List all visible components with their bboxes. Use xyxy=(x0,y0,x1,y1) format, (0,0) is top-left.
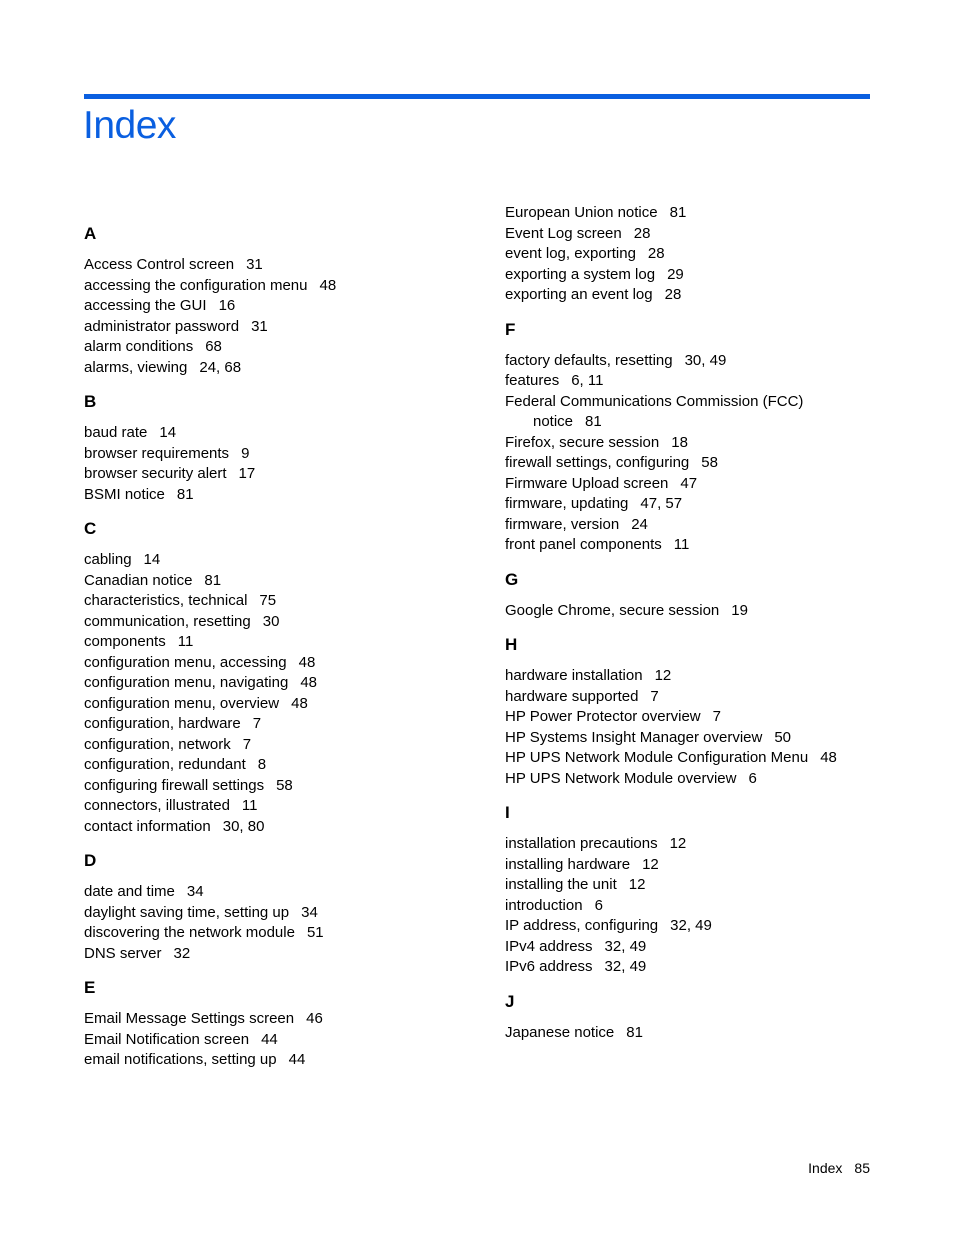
index-entry xyxy=(505,433,885,454)
index-section-g xyxy=(505,570,885,622)
index-term: contact information xyxy=(84,817,211,835)
index-entry xyxy=(84,444,474,465)
index-page-refs: 48 xyxy=(319,276,337,294)
index-entry xyxy=(84,735,474,756)
index-term: introduction xyxy=(505,896,583,914)
index-entry xyxy=(505,707,885,728)
footer-page-number: 85 xyxy=(854,1160,870,1176)
index-entry xyxy=(84,694,474,715)
index-section-h xyxy=(505,635,885,789)
index-page-refs: 48 xyxy=(820,749,837,766)
index-term: connectors, illustrated xyxy=(84,797,230,814)
index-page-refs: 11 xyxy=(241,797,258,814)
index-entry xyxy=(84,882,474,903)
index-entry xyxy=(505,855,885,876)
index-page-refs: 34 xyxy=(301,903,318,921)
index-term: discovering the network module xyxy=(84,924,295,941)
index-term: installing the unit xyxy=(505,876,617,893)
section-letter: F xyxy=(505,319,516,339)
index-page-refs: 6, 11 xyxy=(571,372,604,389)
index-entries-list xyxy=(84,255,474,378)
index-term: daylight saving time, setting up xyxy=(84,903,290,921)
index-page-refs: 7 xyxy=(712,708,721,725)
section-letter: C xyxy=(84,519,97,538)
index-term: browser requirements xyxy=(84,444,230,462)
index-term: Email Message Settings screen xyxy=(84,1010,295,1027)
index-entry xyxy=(84,653,474,674)
index-term: installing hardware xyxy=(505,855,631,873)
index-term: configuring firewall settings xyxy=(84,776,265,794)
index-term: factory defaults, resetting xyxy=(505,351,673,369)
index-page-refs: 48 xyxy=(291,694,308,712)
index-entry xyxy=(505,896,885,917)
index-entry xyxy=(84,1009,474,1030)
index-term: accessing the GUI xyxy=(84,297,207,314)
index-term: communication, resetting xyxy=(84,612,251,630)
section-letter: J xyxy=(505,991,515,1011)
index-section-j xyxy=(505,992,885,1044)
index-term: BSMI notice xyxy=(84,485,165,503)
index-page-refs: 48 xyxy=(300,674,317,691)
index-term: IPv6 address xyxy=(505,958,593,975)
index-page-refs: 9 xyxy=(241,444,250,462)
index-page-refs: 32, 49 xyxy=(670,917,712,934)
index-term: HP Power Protector overview xyxy=(505,708,701,725)
index-term: configuration menu, accessing xyxy=(84,653,287,671)
index-term: browser security alert xyxy=(84,465,227,482)
index-entry xyxy=(84,276,474,297)
index-page-refs: 28 xyxy=(633,224,651,242)
index-term: configuration, hardware xyxy=(84,715,241,732)
index-page-refs: 68 xyxy=(205,338,222,355)
index-page-refs: 16 xyxy=(218,297,236,314)
index-page-refs: 58 xyxy=(701,454,718,471)
index-page-refs: 51 xyxy=(306,924,324,941)
index-term: date and time xyxy=(84,883,175,900)
index-entry xyxy=(505,453,885,474)
index-entry xyxy=(84,485,474,506)
index-column-left xyxy=(84,203,474,1085)
index-term: Event Log screen xyxy=(505,224,622,242)
index-page-refs: 81 xyxy=(626,1023,643,1041)
index-entry xyxy=(505,728,885,749)
index-entry xyxy=(505,748,885,769)
index-page-refs: 12 xyxy=(669,835,687,852)
index-entry xyxy=(505,351,885,372)
index-term: HP UPS Network Module Configuration Menu xyxy=(505,749,809,766)
index-section-f xyxy=(505,320,885,556)
index-entries-list xyxy=(84,882,474,964)
index-entry xyxy=(505,285,885,306)
index-entry xyxy=(505,1023,885,1044)
index-page-refs: 32 xyxy=(173,944,191,962)
index-section-e xyxy=(84,978,474,1071)
index-page-refs: 31 xyxy=(251,317,268,335)
index-entry xyxy=(84,632,474,653)
index-page-refs: 58 xyxy=(276,776,293,794)
index-section-i xyxy=(505,803,885,978)
index-entry xyxy=(505,666,885,687)
index-entry xyxy=(505,769,885,790)
index-entry xyxy=(505,203,885,224)
index-term: hardware installation xyxy=(505,667,643,684)
index-entries-list xyxy=(505,834,885,978)
index-entry xyxy=(505,515,885,536)
index-entries-list xyxy=(84,423,474,505)
index-page-refs: 11 xyxy=(177,633,194,650)
index-page-refs: 30, 49 xyxy=(684,351,727,369)
index-page-refs: 8 xyxy=(257,756,267,773)
index-entry xyxy=(505,601,885,622)
index-page-refs: 24, 68 xyxy=(199,358,242,376)
index-entry xyxy=(84,755,474,776)
index-entry xyxy=(84,903,474,924)
index-entries-list xyxy=(505,1023,885,1044)
index-term: Firefox, secure session xyxy=(505,433,660,451)
index-term-continuation xyxy=(505,412,885,433)
index-term: firewall settings, configuring xyxy=(505,454,690,471)
index-entry xyxy=(505,265,885,286)
section-letter: E xyxy=(84,978,96,997)
index-term: configuration, redundant xyxy=(84,756,246,773)
index-entry xyxy=(84,317,474,338)
index-term: cabling xyxy=(84,551,132,568)
index-term: configuration, network xyxy=(84,735,231,753)
index-entry xyxy=(505,535,885,556)
index-page-refs: 81 xyxy=(176,485,194,503)
continued-entries-list xyxy=(505,203,885,306)
index-term: email notifications, setting up xyxy=(84,1051,277,1068)
index-entry xyxy=(505,244,885,265)
index-term: exporting an event log xyxy=(505,286,653,303)
index-section-d xyxy=(84,851,474,964)
index-entry xyxy=(84,255,474,276)
index-page-refs: 34 xyxy=(186,883,204,900)
index-term: Access Control screen xyxy=(84,256,235,273)
index-page-refs: 12 xyxy=(642,855,659,873)
index-term: Japanese notice xyxy=(505,1023,615,1041)
index-entry xyxy=(505,474,885,495)
index-term: configuration menu, overview xyxy=(84,694,280,712)
index-term: Canadian notice xyxy=(84,571,193,589)
section-letter: D xyxy=(84,851,97,870)
index-entry xyxy=(84,1050,474,1071)
index-page-refs: 47, 57 xyxy=(640,495,683,512)
index-entry xyxy=(84,571,474,592)
index-term: IP address, configuring xyxy=(505,917,659,934)
index-page-refs: 14 xyxy=(143,551,161,568)
section-letter: G xyxy=(505,569,519,589)
index-page-refs: 32, 49 xyxy=(604,937,647,955)
section-letter: B xyxy=(84,392,97,411)
index-entry xyxy=(505,834,885,855)
index-entry xyxy=(84,464,474,485)
index-page-refs: 31 xyxy=(246,256,263,273)
index-term: DNS server xyxy=(84,944,162,962)
index-term: Email Notification screen xyxy=(84,1030,250,1048)
index-term-continued: notice xyxy=(533,413,574,430)
index-entry xyxy=(505,957,885,978)
index-page-refs: 46 xyxy=(306,1010,323,1027)
index-term: alarm conditions xyxy=(84,338,194,355)
index-term: Firmware Upload screen xyxy=(505,474,669,492)
section-letter: A xyxy=(84,224,97,243)
index-entry xyxy=(505,494,885,515)
index-page-refs: 81 xyxy=(585,413,602,430)
index-page-refs: 50 xyxy=(774,728,792,746)
index-term: components xyxy=(84,633,166,650)
index-term: hardware supported xyxy=(505,687,639,705)
index-term: installation precautions xyxy=(505,835,658,852)
index-term: IPv4 address xyxy=(505,937,593,955)
index-entry xyxy=(84,612,474,633)
index-term: firmware, version xyxy=(505,515,620,533)
index-term: baud rate xyxy=(84,424,148,441)
index-term: firmware, updating xyxy=(505,495,629,512)
index-page-refs: 29 xyxy=(667,265,684,283)
index-entry xyxy=(84,423,474,444)
index-entry xyxy=(505,875,885,896)
index-page-refs: 75 xyxy=(259,592,277,609)
index-entry xyxy=(84,1030,474,1051)
index-entry xyxy=(84,817,474,838)
index-term: alarms, viewing xyxy=(84,358,188,376)
index-term: HP Systems Insight Manager overview xyxy=(505,728,763,746)
section-letter: H xyxy=(505,635,518,654)
index-term: features xyxy=(505,372,560,389)
index-entry xyxy=(84,296,474,317)
section-letter: I xyxy=(505,803,510,822)
index-entry xyxy=(505,392,885,433)
index-entry xyxy=(505,371,885,392)
index-entry xyxy=(505,916,885,937)
index-page-refs: 17 xyxy=(238,465,256,482)
index-page-refs: 6 xyxy=(594,896,603,914)
index-section-b xyxy=(84,392,474,505)
index-term: administrator password xyxy=(84,317,240,335)
index-entry xyxy=(84,714,474,735)
index-term: accessing the configuration menu xyxy=(84,276,308,294)
index-section-a xyxy=(84,224,474,378)
index-term: HP UPS Network Module overview xyxy=(505,769,737,787)
index-page-refs: 18 xyxy=(671,433,688,451)
index-entry xyxy=(505,224,885,245)
index-page-refs: 7 xyxy=(650,687,659,705)
index-term: exporting a system log xyxy=(505,265,656,283)
index-page-refs: 7 xyxy=(242,735,252,753)
index-term: characteristics, technical xyxy=(84,592,248,609)
index-page-refs: 81 xyxy=(669,204,687,221)
index-entry xyxy=(84,796,474,817)
title-rule xyxy=(84,94,870,99)
index-page-refs: 30 xyxy=(262,612,280,630)
page-title: Index xyxy=(83,104,176,147)
index-term: event log, exporting xyxy=(505,245,636,262)
index-page-refs: 44 xyxy=(288,1051,306,1068)
index-page-refs: 7 xyxy=(252,715,262,732)
footer-section-label: Index xyxy=(808,1160,843,1176)
index-term: Federal Communications Commission (FCC) xyxy=(505,392,804,410)
index-term: European Union notice xyxy=(505,204,658,221)
index-entry xyxy=(84,944,474,965)
index-entry xyxy=(84,673,474,694)
index-entry xyxy=(84,337,474,358)
index-entries-list xyxy=(505,601,885,622)
index-section-c xyxy=(84,519,474,837)
index-page-refs: 28 xyxy=(647,245,665,262)
index-page-refs: 81 xyxy=(204,571,222,589)
index-page-refs: 12 xyxy=(628,876,646,893)
index-entry xyxy=(505,937,885,958)
index-entries-list xyxy=(505,351,885,556)
index-entry xyxy=(84,923,474,944)
index-page-refs: 14 xyxy=(159,424,177,441)
index-page-refs: 24 xyxy=(631,515,648,533)
page-footer xyxy=(808,1158,870,1178)
index-page-refs: 28 xyxy=(664,286,682,303)
index-entries-list xyxy=(84,550,474,837)
index-column-right xyxy=(505,203,885,1057)
index-page-refs: 12 xyxy=(654,667,672,684)
index-page-refs: 32, 49 xyxy=(604,958,647,975)
index-entries-list xyxy=(84,1009,474,1071)
index-entry xyxy=(84,776,474,797)
index-entry xyxy=(84,550,474,571)
index-term: Google Chrome, secure session xyxy=(505,601,720,619)
index-page-refs: 11 xyxy=(673,536,690,553)
index-entry xyxy=(84,358,474,379)
index-term: configuration menu, navigating xyxy=(84,674,289,691)
index-page-refs: 44 xyxy=(261,1030,278,1048)
index-page-refs: 30, 80 xyxy=(222,817,265,835)
index-page-refs: 6 xyxy=(748,769,757,787)
index-entry xyxy=(505,687,885,708)
index-entry xyxy=(84,591,474,612)
index-page-refs: 48 xyxy=(298,653,316,671)
index-page-refs: 47 xyxy=(680,474,698,492)
index-page-refs: 19 xyxy=(731,601,748,619)
index-entries-list xyxy=(505,666,885,789)
index-term: front panel components xyxy=(505,536,662,553)
